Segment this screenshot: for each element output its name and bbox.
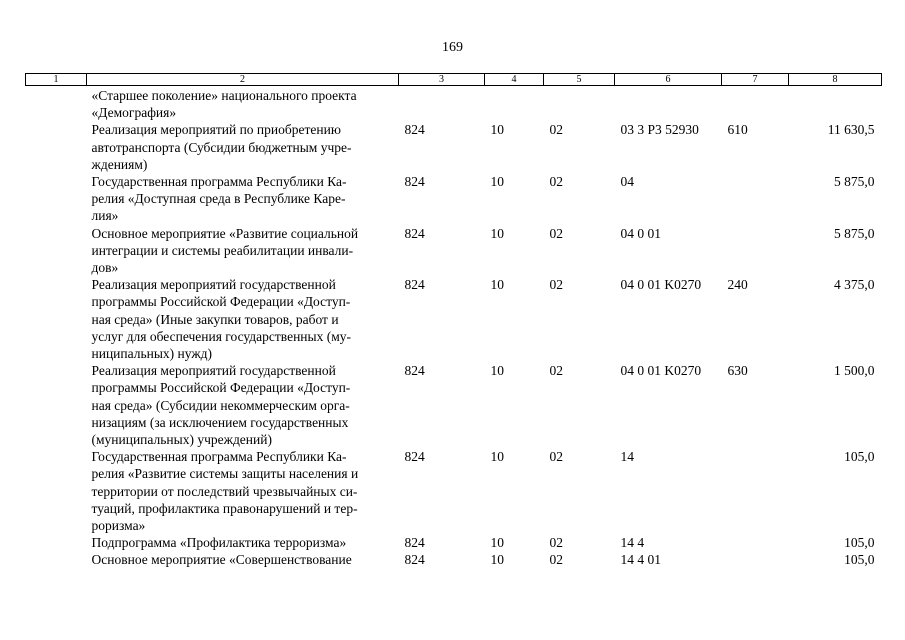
amount-cell: 5 875,0 — [834, 225, 875, 241]
section-cell: 10 — [490, 122, 504, 138]
expense-type-cell — [722, 86, 789, 122]
row-number-cell — [26, 86, 87, 122]
item-name-cell: Реализация мероприятий государственной программы Российской Федерации «Доступ- ная среда» (Иные закупки товаров, работ и услуг для обеспечения государственных (му- ниципальных) нужд) — [91, 277, 352, 362]
amount-cell: 105,0 — [844, 535, 875, 551]
item-name-cell: Основное мероприятие «Совершенствование — [91, 552, 352, 568]
expense-type-cell: 630 — [727, 363, 748, 379]
page-number: 169 — [442, 40, 463, 55]
row-number-cell — [26, 551, 87, 568]
expense-type-cell — [722, 173, 789, 225]
row-number-cell — [26, 225, 87, 277]
table-row — [26, 86, 882, 122]
code-admin-cell: 824 — [404, 535, 425, 551]
row-number-cell — [26, 121, 87, 173]
row-number-cell — [26, 362, 87, 448]
expense-type-cell — [722, 225, 789, 277]
section-cell: 10 — [490, 449, 504, 465]
subsection-cell: 02 — [549, 225, 563, 241]
expense-type-cell: 240 — [727, 277, 748, 293]
table-row — [26, 534, 882, 551]
table-row — [26, 448, 882, 534]
column-header-1: 1 — [26, 74, 87, 86]
table-row — [26, 362, 882, 448]
item-name-cell: Реализация мероприятий по приобретению автотранспорта (Субсидии бюджетным учре- ждениям) — [91, 122, 352, 172]
subsection-cell: 02 — [549, 535, 563, 551]
section-cell: 10 — [490, 363, 504, 379]
target-article-cell — [615, 86, 722, 122]
target-article-cell: 04 — [620, 174, 634, 190]
subsection-cell: 02 — [549, 174, 563, 190]
column-header-6: 6 — [615, 74, 722, 86]
target-article-cell: 14 4 01 — [620, 552, 661, 568]
amount-cell — [789, 86, 882, 122]
expense-type-cell: 610 — [727, 122, 748, 138]
table-row — [26, 551, 882, 568]
item-name-cell: «Старшее поколение» национального проекта «Демография» — [91, 88, 357, 121]
amount-cell: 5 875,0 — [834, 174, 875, 190]
item-name-cell: Реализация мероприятий государственной программы Российской Федерации «Доступ- ная среда» (Субсидии некоммерческим орга- низациям (за исключением государственных (муниципальных) учреждений) — [91, 363, 351, 448]
target-article-cell: 04 0 01 K0270 — [620, 363, 702, 379]
section-cell: 10 — [490, 535, 504, 551]
subsection-cell: 02 — [549, 552, 563, 568]
row-number-cell — [26, 276, 87, 362]
row-number-cell — [26, 534, 87, 551]
amount-cell: 4 375,0 — [834, 277, 875, 293]
item-name-cell: Основное мероприятие «Развитие социальной интеграции и системы реабилитации инвали- дов» — [91, 225, 359, 276]
subsection-cell: 02 — [549, 449, 563, 465]
code-admin-cell: 824 — [404, 552, 425, 568]
column-header-5: 5 — [544, 74, 615, 86]
target-article-cell: 04 0 01 K0270 — [620, 277, 702, 293]
column-number-row — [26, 74, 882, 86]
budget-table — [25, 73, 882, 569]
code-admin-cell: 824 — [404, 277, 425, 293]
table-row — [26, 276, 882, 362]
item-name-cell: Государственная программа Республики Ка- релия «Развитие системы защиты населения и территории от последствий чрезвычайных си- туаций, профилактика правонарушений и тер- роризма» — [91, 449, 359, 534]
code-admin-cell: 824 — [404, 122, 425, 138]
amount-cell: 105,0 — [844, 449, 875, 465]
target-article-cell: 14 4 — [620, 535, 645, 551]
column-header-8: 8 — [789, 74, 882, 86]
subsection-cell: 02 — [549, 122, 563, 138]
column-header-4: 4 — [485, 74, 544, 86]
code-admin-cell: 824 — [404, 449, 425, 465]
item-name-cell: Государственная программа Республики Ка- релия «Доступная среда в Республике Каре- лия» — [91, 174, 347, 224]
item-name-cell: Подпрограмма «Профилактика терроризма» — [91, 535, 347, 551]
code-admin-cell — [399, 86, 485, 122]
target-article-cell: 14 — [620, 449, 634, 465]
subsection-cell: 02 — [549, 363, 563, 379]
section-cell: 10 — [490, 277, 504, 293]
amount-cell: 1 500,0 — [834, 363, 875, 379]
section-cell: 10 — [490, 552, 504, 568]
section-cell — [485, 86, 544, 122]
subsection-cell — [544, 86, 615, 122]
code-admin-cell: 824 — [404, 174, 425, 190]
table-row — [26, 225, 882, 277]
column-header-3: 3 — [399, 74, 485, 86]
expense-type-cell — [722, 551, 789, 568]
table-body — [26, 86, 882, 569]
column-header-2: 2 — [87, 74, 399, 86]
target-article-cell: 04 0 01 — [620, 225, 661, 241]
expense-type-cell — [722, 448, 789, 534]
column-header-7: 7 — [722, 74, 789, 86]
section-cell: 10 — [490, 174, 504, 190]
table-row — [26, 121, 882, 173]
code-admin-cell: 824 — [404, 225, 425, 241]
row-number-cell — [26, 173, 87, 225]
subsection-cell: 02 — [549, 277, 563, 293]
table-row — [26, 173, 882, 225]
amount-cell: 11 630,5 — [827, 122, 875, 138]
section-cell: 10 — [490, 225, 504, 241]
target-article-cell: 03 3 P3 52930 — [620, 122, 699, 138]
expense-type-cell — [722, 534, 789, 551]
amount-cell: 105,0 — [844, 552, 875, 568]
row-number-cell — [26, 448, 87, 534]
code-admin-cell: 824 — [404, 363, 425, 379]
